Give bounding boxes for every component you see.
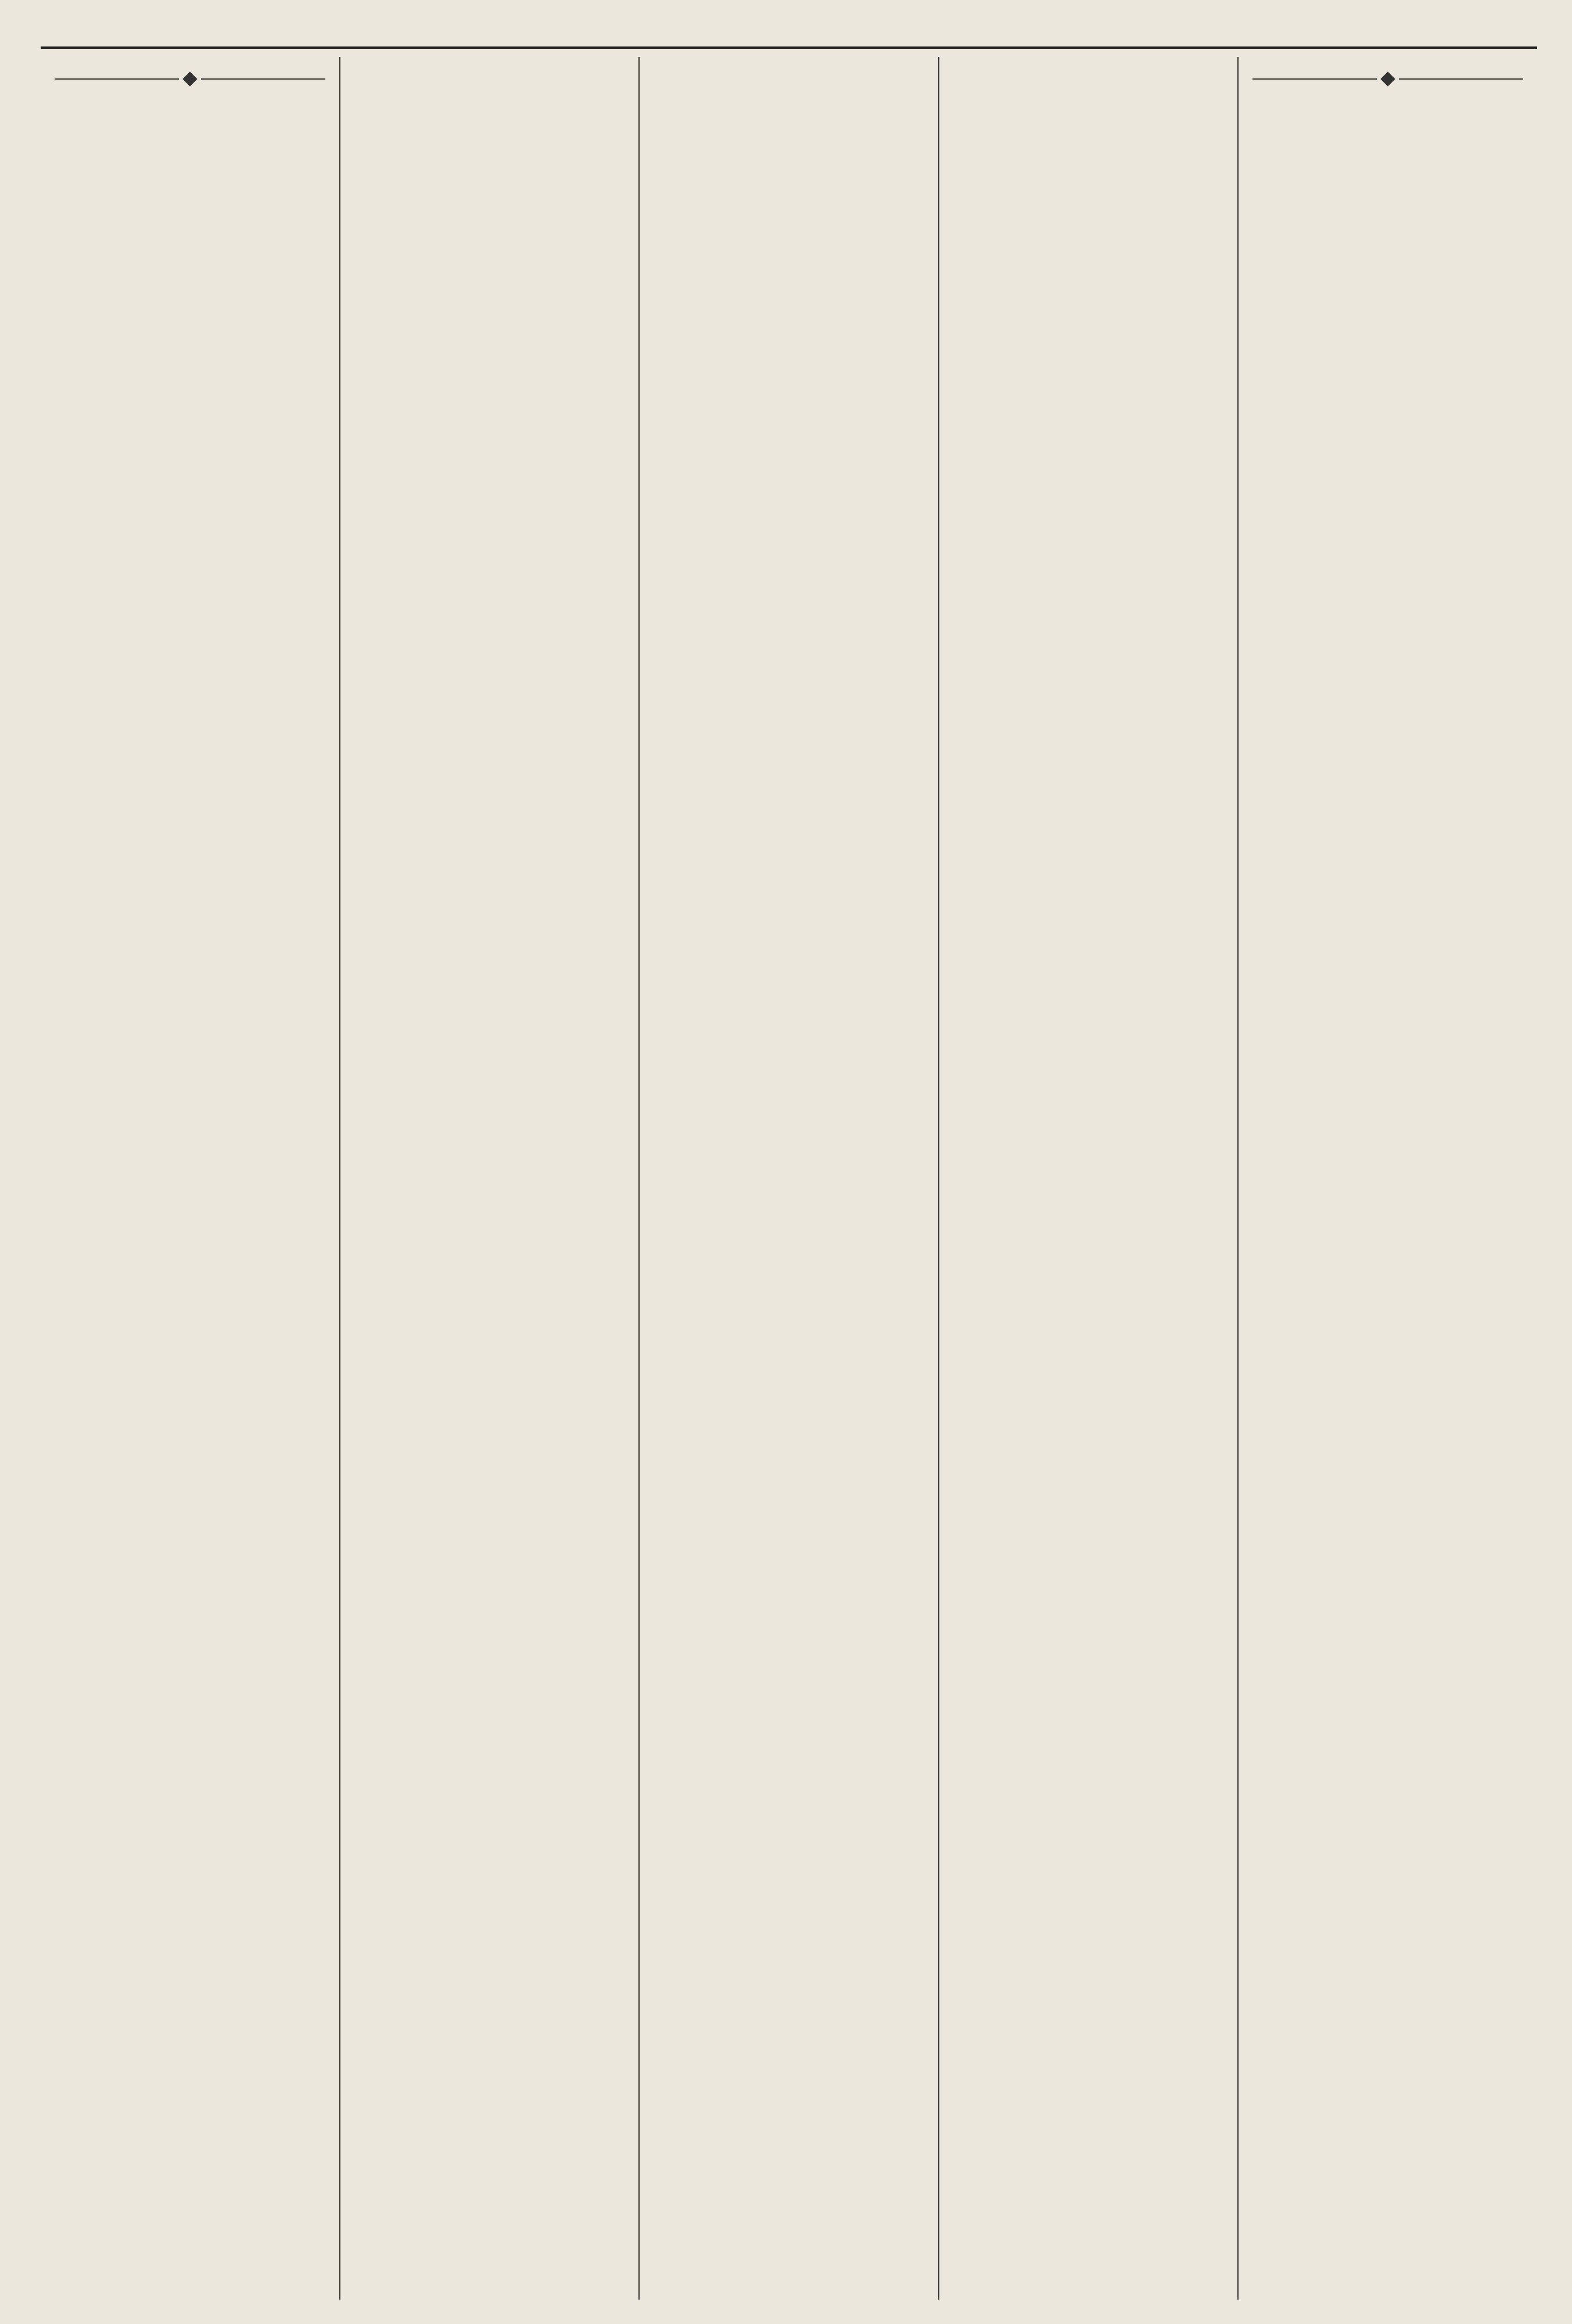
masthead xyxy=(41,10,1537,49)
column-4 xyxy=(938,57,1238,2300)
diamond-ornament-icon xyxy=(1380,71,1395,86)
diamond-ornament-icon xyxy=(182,71,197,86)
column-2 xyxy=(339,57,639,2300)
column-3 xyxy=(638,57,938,2300)
divider-line xyxy=(55,78,179,80)
divider-ornament xyxy=(1247,69,1529,89)
divider-line xyxy=(1252,78,1377,80)
columns xyxy=(41,57,1537,2300)
divider-ornament xyxy=(49,69,331,89)
divider-line xyxy=(201,78,325,80)
column-5 xyxy=(1237,57,1537,2300)
divider-line xyxy=(1399,78,1523,80)
column-1 xyxy=(41,57,339,2300)
